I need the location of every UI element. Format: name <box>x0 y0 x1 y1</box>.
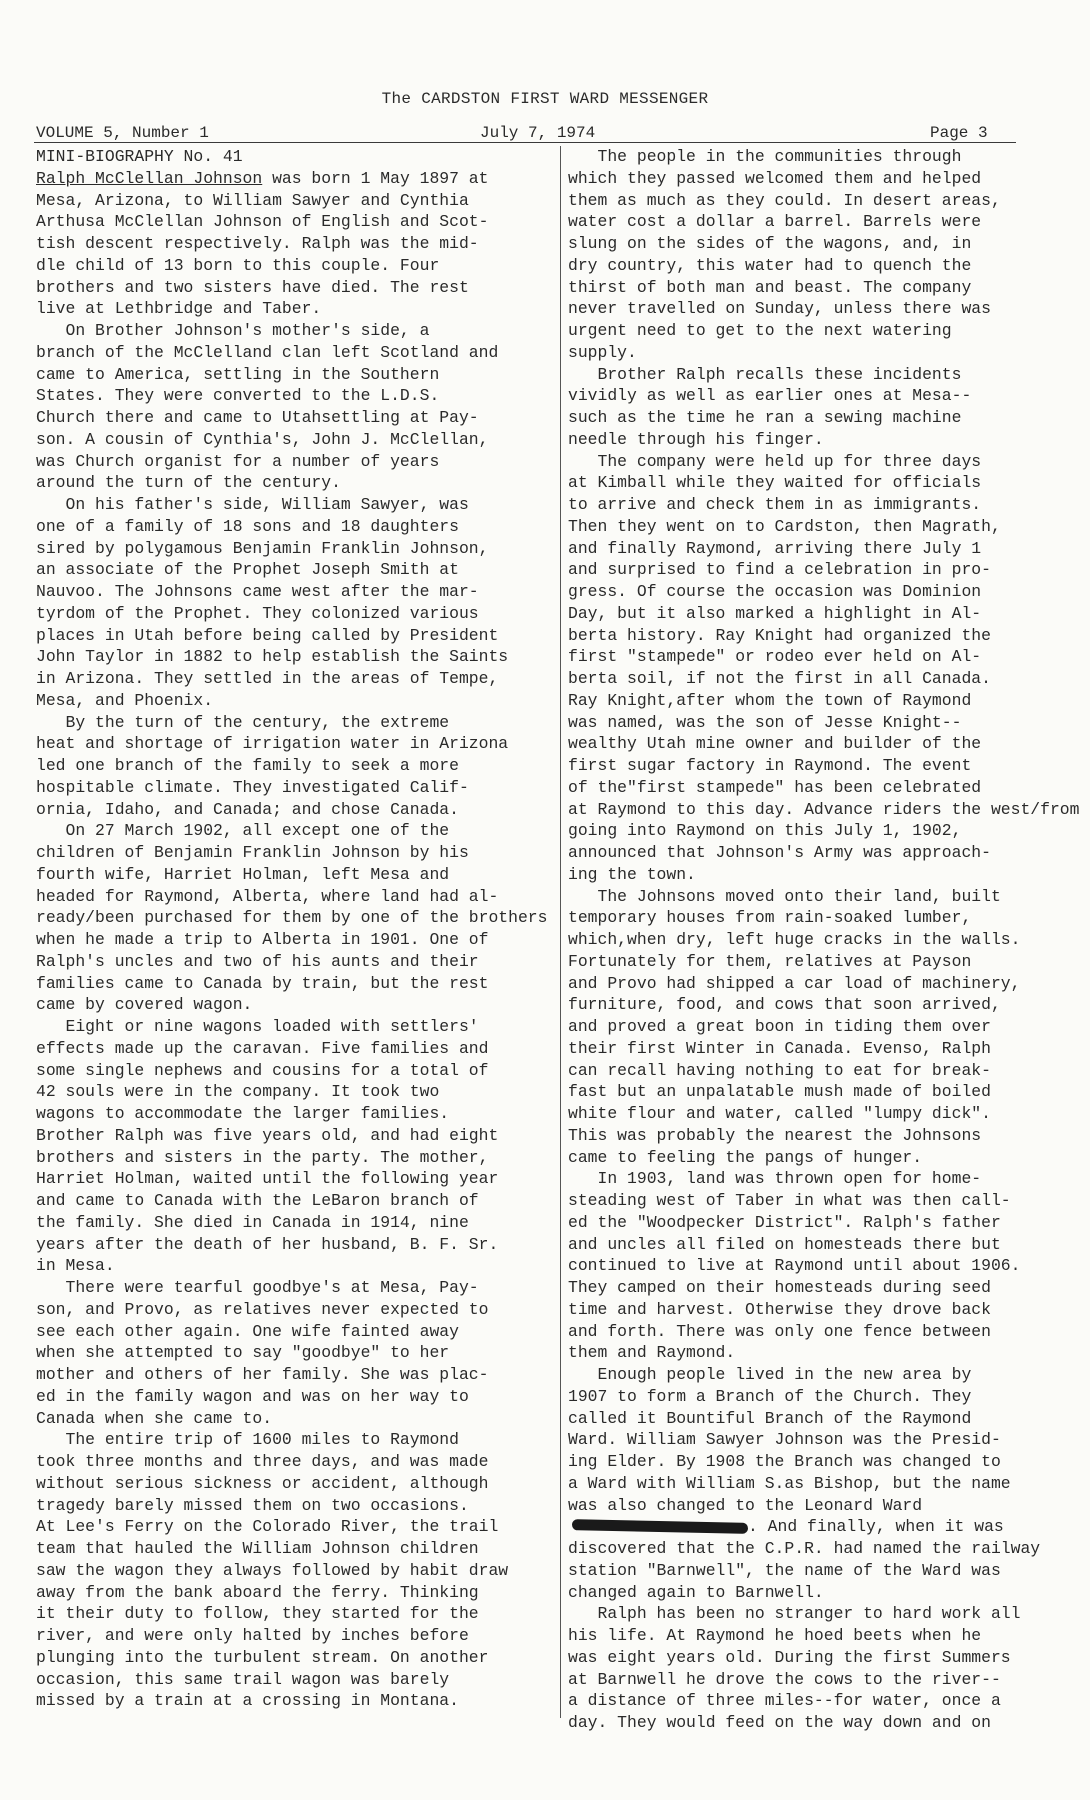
text-line: brothers and two sisters have died. The rest <box>36 277 469 297</box>
text-line: Ralph has been no stranger to hard work all <box>568 1604 1021 1624</box>
text-line: ing the town. <box>568 864 696 884</box>
redaction-mark <box>572 1520 748 1535</box>
text-line: the family. She died in Canada in 1914, nine <box>36 1212 469 1232</box>
text-line: Canada when she came to. <box>36 1408 273 1428</box>
text-line: dle child of 13 born to this couple. Four <box>36 255 440 275</box>
header-rule <box>34 142 1016 143</box>
text-line: was eight years old. During the first Summers <box>568 1647 1011 1667</box>
text-line: States. They were converted to the L.D.S. <box>36 386 440 406</box>
text-line: water cost a dollar a barrel. Barrels were <box>568 212 982 232</box>
text-line: first sugar factory in Raymond. The event <box>568 756 972 775</box>
text-line: Brother Ralph was five years old, and had eight <box>36 1125 499 1145</box>
page-number: Page 3 <box>930 124 988 142</box>
text-line: headed for Raymond, Alberta, where land had al- <box>36 886 499 906</box>
text-line: without serious sickness or accident, although <box>36 1473 489 1493</box>
text-line: hospitable climate. They investigated Calif- <box>36 777 469 797</box>
text-line: The Johnsons moved onto their land, built <box>568 886 1001 906</box>
text-line: ed the "Woodpecker District". Ralph's father <box>568 1212 1001 1232</box>
text-line: first "stampede" or rodeo ever held on Al- <box>568 647 982 667</box>
text-line: white flour and water, called "lumpy dick". <box>568 1104 991 1123</box>
text-line: Arthusa McClellan Johnson of English and Scot- <box>36 212 489 232</box>
text-line: The entire trip of 1600 miles to Raymond <box>36 1430 459 1450</box>
text-line: son, and Provo, as relatives never expected to <box>36 1299 489 1319</box>
text-line: mother and others of her family. She was plac- <box>36 1365 489 1384</box>
text-line: time and harvest. Otherwise they drove back <box>568 1299 991 1319</box>
text-line: At Lee's Ferry on the Colorado River, the trail <box>36 1517 499 1537</box>
text-line: brothers and sisters in the party. The mother, <box>36 1147 489 1167</box>
volume-number: VOLUME 5, Number 1 <box>36 124 209 142</box>
text-line: Then they went on to Cardston, then Magrath, <box>568 516 1001 536</box>
text-line: such as the time he ran a sewing machine <box>568 408 962 427</box>
text-line: places in Utah before being called by President <box>36 625 499 645</box>
text-line: at Barnwell he drove the cows to the river-- <box>568 1669 1001 1689</box>
section-heading: MINI-BIOGRAPHY No. 41 <box>36 147 243 166</box>
text-line: vividly as well as earlier ones at Mesa-- <box>568 386 972 406</box>
text-line: heat and shortage of irrigation water in Arizona <box>36 734 509 754</box>
text-line: missed by a train at a crossing in Montana. <box>36 1691 459 1711</box>
text-line: in Arizona. They settled in the areas of Tempe, <box>36 669 499 688</box>
text-line: came by covered wagon. <box>36 995 253 1015</box>
text-line: 1907 to form a Branch of the Church. They <box>568 1386 972 1406</box>
text-line: a Ward with William S.as Bishop, but the name <box>568 1473 1011 1493</box>
text-line: ornia, Idaho, and Canada; and chose Canada. <box>36 799 459 819</box>
text-line: effects made up the caravan. Five families and <box>36 1038 489 1058</box>
text-line: wealthy Utah mine owner and builder of the <box>568 734 982 754</box>
redacted-line-rest: . And finally, when it was <box>748 1517 1004 1537</box>
text-line: wagons to accommodate the larger families. <box>36 1104 450 1123</box>
text-line: and forth. There was only one fence between <box>568 1321 991 1341</box>
text-line: 42 souls were in the company. It took two <box>36 1082 440 1102</box>
text-line: Ward. William Sawyer Johnson was the Presid- <box>568 1430 1001 1450</box>
text-line: children of Benjamin Franklin Johnson by his <box>36 843 469 862</box>
text-line: berta soil, if not the first in all Canada. <box>568 669 991 688</box>
text-line: Day, but it also marked a highlight in Al- <box>568 603 982 623</box>
text-line: Ralph's uncles and two of his aunts and their <box>36 951 479 971</box>
text-line: to arrive and check them in as immigrants. <box>568 495 982 514</box>
text-line: see each other again. One wife fainted away <box>36 1321 459 1341</box>
text-line: when she attempted to say "goodbye" to her <box>36 1343 450 1363</box>
text-line: On Brother Johnson's mother's side, a <box>36 321 430 340</box>
text-line: and finally Raymond, arriving there July 1 <box>568 538 982 558</box>
text-line: them and Raymond. <box>568 1343 736 1363</box>
text-line: which they passed welcomed them and helped <box>568 168 982 188</box>
text-line: They camped on their homesteads during seed <box>568 1278 991 1297</box>
text-line: On his father's side, William Sawyer, was <box>36 495 469 514</box>
text-line: day. They would feed on the way down and on <box>568 1713 991 1732</box>
text-line: their first Winter in Canada. Evenso, Ralph <box>568 1038 991 1058</box>
text-line: There were tearful goodbye's at Mesa, Pay- <box>36 1278 479 1297</box>
text-line: Enough people lived in the new area by <box>568 1365 972 1384</box>
text-line: Harriet Holman, waited until the following year <box>36 1169 499 1189</box>
text-line: tyrdom of the Prophet. They colonized various <box>36 603 479 623</box>
text-line: never travelled on Sunday, unless there was <box>568 299 991 319</box>
text-line: and proved a great boon in tiding them over <box>568 1017 991 1036</box>
text-line: called it Bountiful Branch of the Raymond <box>568 1408 972 1428</box>
text-line: an associate of the Prophet Joseph Smith at <box>36 560 459 580</box>
text-line: On 27 March 1902, all except one of the <box>36 821 450 841</box>
right-column <box>568 146 1080 1734</box>
text-line: in Mesa. <box>36 1256 115 1276</box>
text-line: The company were held up for three days <box>568 451 982 471</box>
text-line: branch of the McClelland clan left Scotland and <box>36 342 499 362</box>
text-line: when he made a trip to Alberta in 1901. One of <box>36 930 489 949</box>
text-line: going into Raymond on this July 1, 1902, <box>568 821 962 841</box>
text-line: river, and were only halted by inches before <box>36 1626 469 1645</box>
text-line: announced that Johnson's Army was approach- <box>568 843 991 862</box>
text-line: Eight or nine wagons loaded with settlers' <box>36 1017 479 1036</box>
text-line: Brother Ralph recalls these incidents <box>568 364 962 384</box>
text-line: ready/been purchased for them by one of the brothers <box>36 908 548 928</box>
text-line: and Provo had shipped a car load of machinery, <box>568 973 1021 993</box>
text-line: live at Lethbridge and Taber. <box>36 299 322 319</box>
text-line: berta history. Ray Knight had organized the <box>568 625 991 645</box>
text-line: at Kimball while they waited for officials <box>568 473 982 493</box>
text-line: Fortunately for them, relatives at Payson <box>568 951 972 971</box>
text-line: John Taylor in 1882 to help establish the Saints <box>36 647 509 667</box>
text-line: and came to Canada with the LeBaron branch of <box>36 1191 479 1210</box>
text-line: led one branch of the family to seek a more <box>36 756 459 775</box>
text-line: and uncles all filed on homesteads there but <box>568 1234 1001 1254</box>
redacted-line <box>568 1516 1068 1538</box>
text-line: slung on the sides of the wagons, and, in <box>568 234 972 253</box>
text-line: fourth wife, Harriet Holman, left Mesa and <box>36 864 450 884</box>
text-line: By the turn of the century, the extreme <box>36 712 450 732</box>
text-line: them as much as they could. In desert areas, <box>568 190 1001 210</box>
text-line: discovered that the C.P.R. had named the railway <box>568 1539 1041 1558</box>
text-line: came to feeling the pangs of hunger. <box>568 1147 923 1167</box>
left-column <box>36 146 558 1712</box>
text-line: tish descent respectively. Ralph was the mid- <box>36 234 479 253</box>
text-line: station "Barnwell", the name of the Ward was <box>568 1560 1001 1580</box>
text-line: one of a family of 18 sons and 18 daughters <box>36 516 459 536</box>
text-line: Mesa, and Phoenix. <box>36 690 214 710</box>
article-first-line <box>36 168 558 190</box>
issue-date: July 7, 1974 <box>480 124 596 142</box>
text-line: Mesa, Arizona, to William Sawyer and Cynthia <box>36 190 469 210</box>
text-line: saw the wagon they always followed by habit draw <box>36 1560 509 1580</box>
column-divider <box>560 146 561 1718</box>
text-line: This was probably the nearest the Johnsons <box>568 1125 982 1145</box>
text-line: families came to Canada by train, but the rest <box>36 973 489 993</box>
text-line: supply. <box>568 342 637 362</box>
text-line: was also changed to the Leonard Ward <box>568 1495 923 1515</box>
text-line: Nauvoo. The Johnsons came west after the mar- <box>36 582 479 601</box>
text-line: was Church organist for a number of years <box>36 451 440 471</box>
text-line: took three months and three days, and was made <box>36 1452 489 1471</box>
text-line: his life. At Raymond he hoed beets when he <box>568 1626 982 1645</box>
text-line: team that hauled the William Johnson children <box>36 1539 479 1558</box>
text-line: In 1903, land was thrown open for home- <box>568 1169 982 1189</box>
text-line: dry country, this water had to quench the <box>568 255 972 275</box>
text-line: The people in the communities through <box>568 147 962 166</box>
text-line: a distance of three miles--for water, once a <box>568 1691 1001 1711</box>
text-line: gress. Of course the occasion was Dominion <box>568 582 982 601</box>
text-line: of the"first stampede" has been celebrated <box>568 777 982 797</box>
text-line: years after the death of her husband, B. F. Sr. <box>36 1234 499 1254</box>
text-line: ed in the family wagon and was on her way to <box>36 1386 469 1406</box>
text-line: temporary houses from rain-soaked lumber, <box>568 908 972 928</box>
text-line: which,when dry, left huge cracks in the walls. <box>568 930 1021 949</box>
text-line: steading west of Taber in what was then call- <box>568 1191 1011 1210</box>
text-line: came to America, settling in the Southern <box>36 364 440 384</box>
text-line: needle through his finger. <box>568 429 824 449</box>
text-line: son. A cousin of Cynthia's, John J. McClellan, <box>36 429 489 449</box>
text-line: sired by polygamous Benjamin Franklin Johnson, <box>36 538 489 558</box>
text-line: urgent need to get to the next watering <box>568 321 952 340</box>
text-line: ing Elder. By 1908 the Branch was changed to <box>568 1452 1001 1471</box>
first-line-rest: was born 1 May 1897 at <box>262 168 489 188</box>
subject-name: Ralph McClellan Johnson <box>36 168 263 188</box>
text-line: occasion, this same trail wagon was barely <box>36 1669 450 1689</box>
text-line: Ray Knight,after whom the town of Raymond <box>568 690 972 710</box>
text-line: some single nephews and cousins for a total of <box>36 1060 489 1080</box>
text-line: at Raymond to this day. Advance riders the west/from <box>568 799 1080 819</box>
text-line: changed again to Barnwell. <box>568 1582 824 1602</box>
text-line: Church there and came to Utahsettling at Pay- <box>36 408 479 427</box>
text-line: tragedy barely missed them on two occasions. <box>36 1495 469 1515</box>
text-line: can recall having nothing to eat for break- <box>568 1060 991 1080</box>
text-line: fast but an unpalatable mush made of boiled <box>568 1082 991 1102</box>
text-line: around the turn of the century. <box>36 473 341 493</box>
text-line: plunging into the turbulent stream. On another <box>36 1647 489 1667</box>
text-line: continued to live at Raymond until about 1906. <box>568 1256 1021 1276</box>
text-line: was named, was the son of Jesse Knight-- <box>568 712 962 732</box>
masthead: The CARDSTON FIRST WARD MESSENGER <box>381 90 709 108</box>
text-line: and surprised to find a celebration in pro- <box>568 560 991 580</box>
text-line: furniture, food, and cows that soon arrived, <box>568 995 1001 1015</box>
text-line: away from the bank aboard the ferry. Thinking <box>36 1582 479 1602</box>
text-line: thirst of both man and beast. The company <box>568 277 972 297</box>
text-line: it their duty to follow, they started for the <box>36 1604 479 1624</box>
